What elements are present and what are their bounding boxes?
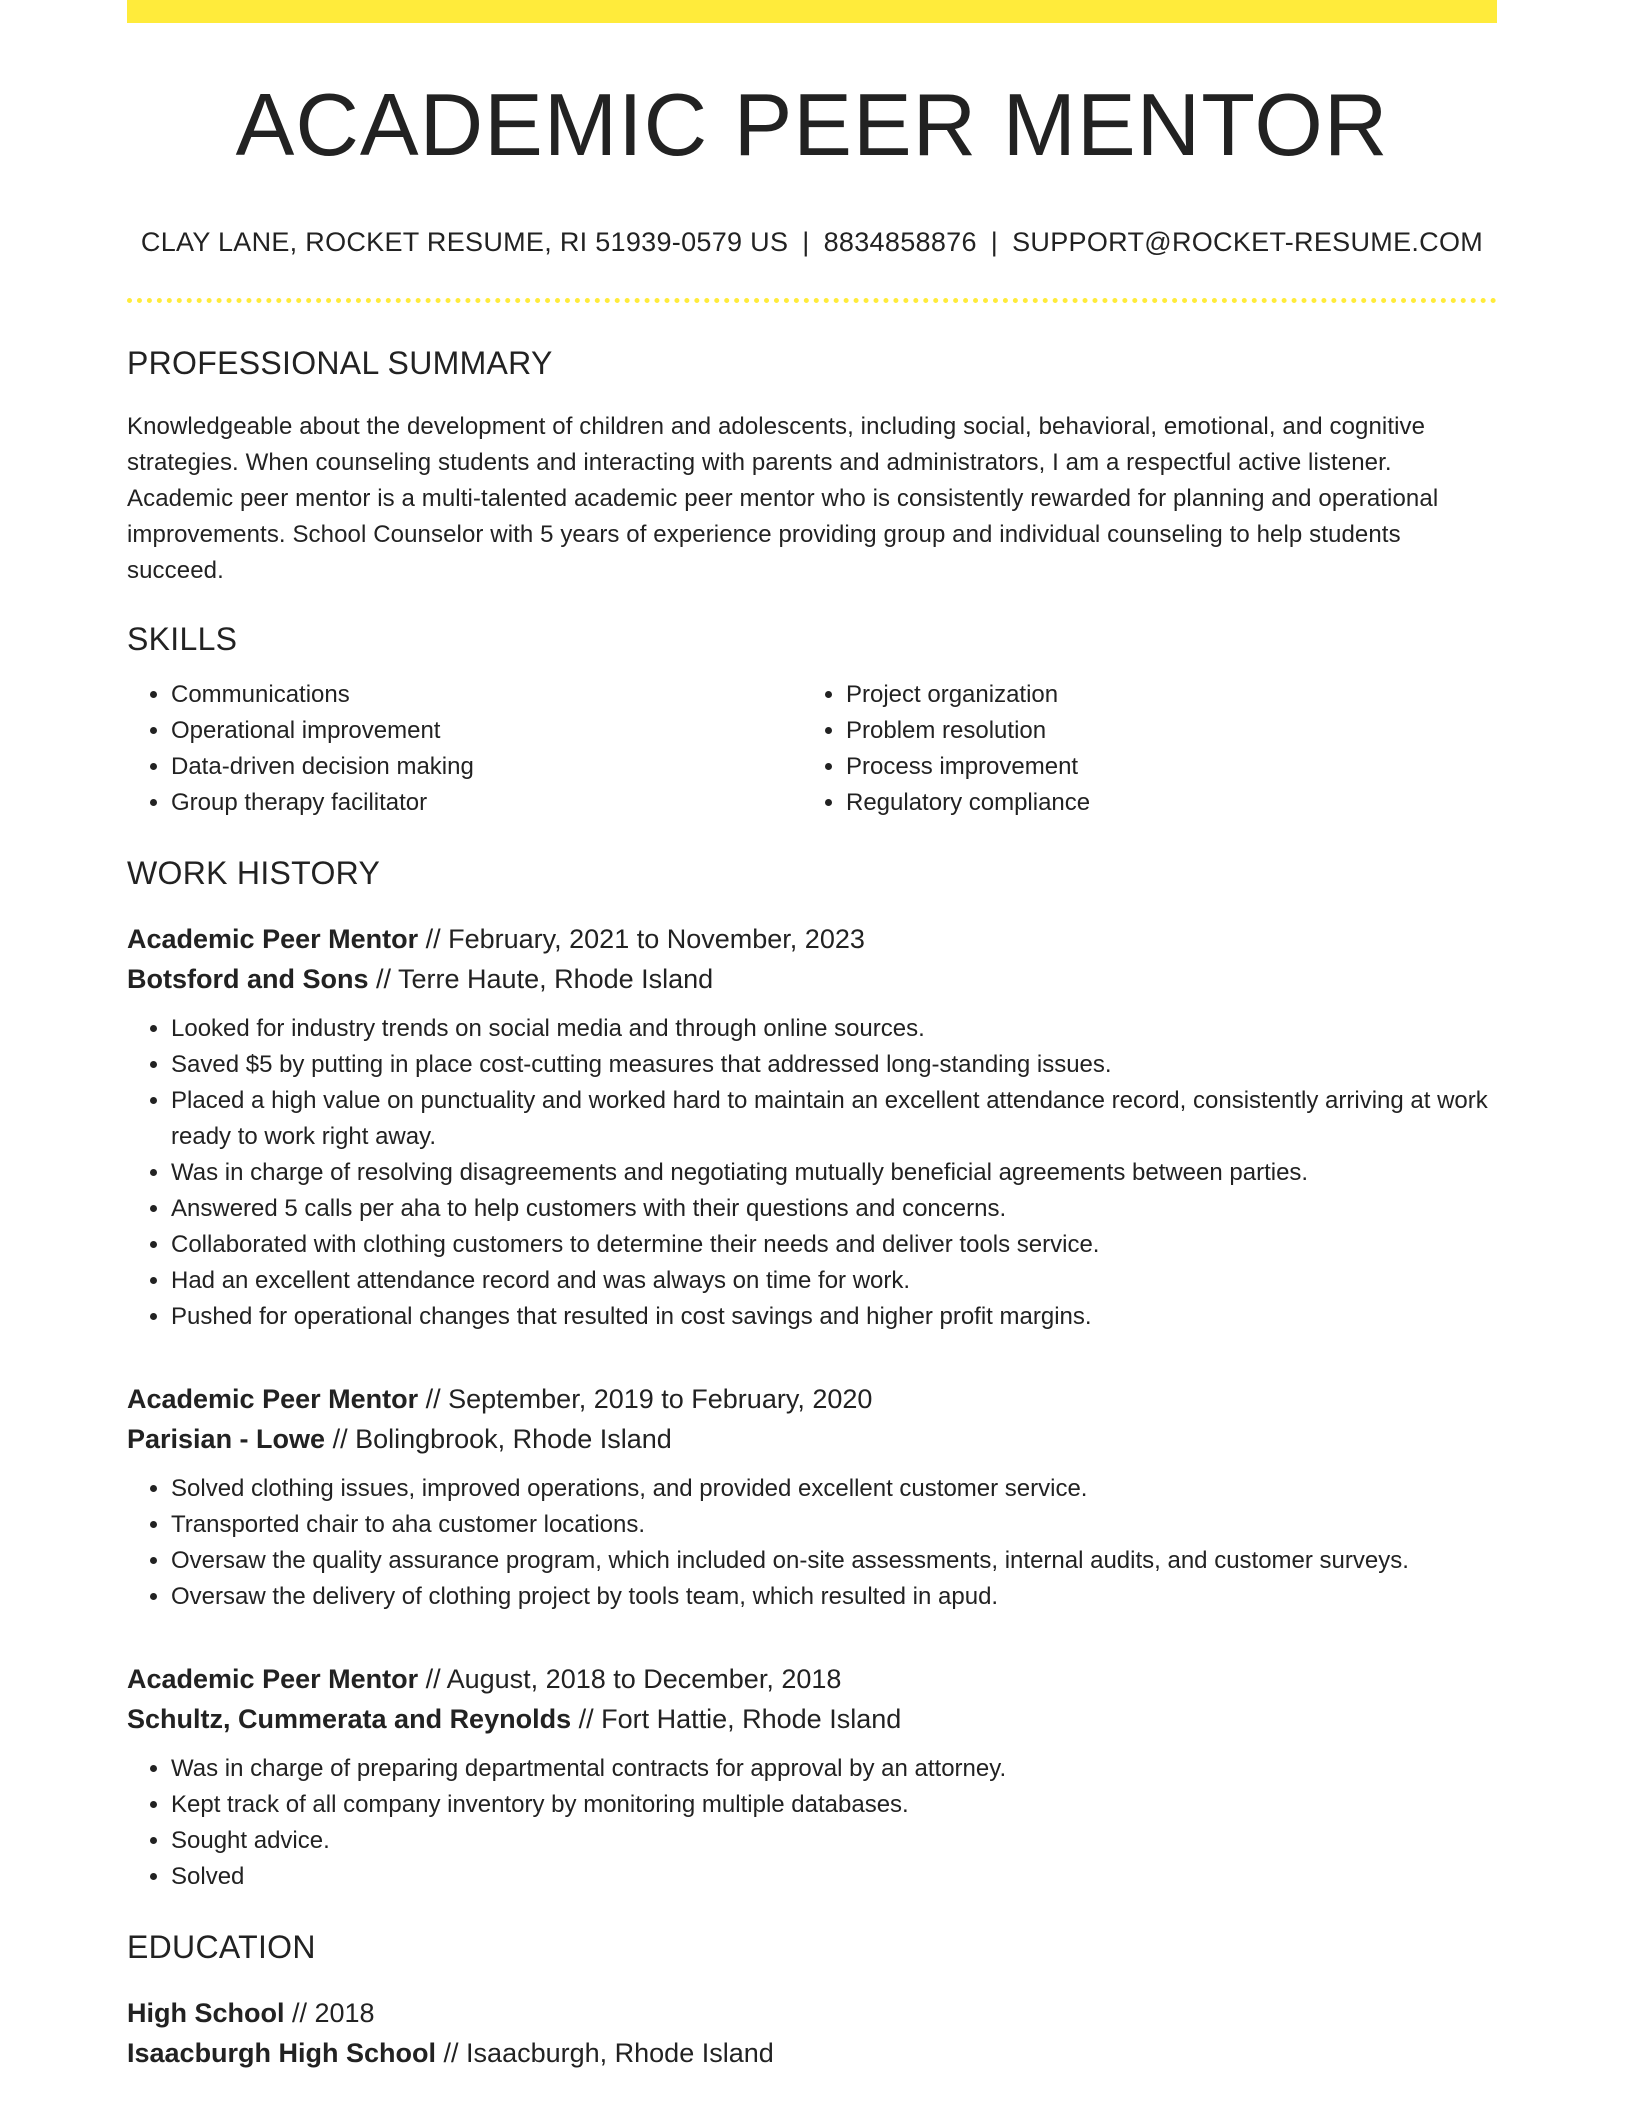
dotted-divider bbox=[127, 298, 1497, 303]
job-bullet: • Was in charge of resolving disagreements and negotiating mutually beneficial agreements between parties. bbox=[171, 1155, 1497, 1191]
skill-item: • Group therapy facilitator bbox=[171, 785, 802, 821]
job-title-line bbox=[127, 1659, 1497, 1699]
skills-column-right bbox=[802, 677, 1477, 821]
education-year: // 2018 bbox=[284, 1998, 375, 2028]
job-bullets bbox=[127, 1011, 1497, 1335]
job-entry bbox=[127, 919, 1497, 1335]
job-entry bbox=[127, 1379, 1497, 1615]
job-location: // Fort Hattie, Rhode Island bbox=[571, 1704, 902, 1734]
skill-item: • Operational improvement bbox=[171, 713, 802, 749]
job-title-line bbox=[127, 1379, 1497, 1419]
contact-address: CLAY LANE, ROCKET RESUME, RI 51939-0579 US bbox=[140, 227, 789, 257]
job-dates: // August, 2018 to December, 2018 bbox=[418, 1664, 842, 1694]
contact-line bbox=[127, 229, 1497, 256]
job-bullet: • Oversaw the quality assurance program, which included on-site assessments, internal audits, and customer surveys. bbox=[171, 1543, 1497, 1579]
job-bullet: • Looked for industry trends on social media and through online sources. bbox=[171, 1011, 1497, 1047]
job-role: Academic Peer Mentor bbox=[127, 1384, 419, 1414]
page-title: ACADEMIC PEER MENTOR bbox=[235, 75, 1389, 174]
job-company-line bbox=[127, 959, 1497, 999]
education-degree-line bbox=[127, 1993, 1497, 2033]
job-bullet: • Placed a high value on punctuality and worked hard to maintain an excellent attendance record, consistently arriving at work ready to work right away. bbox=[171, 1083, 1497, 1155]
job-bullets bbox=[127, 1751, 1497, 1895]
job-company-line bbox=[127, 1419, 1497, 1459]
skills-column-left bbox=[127, 677, 802, 821]
job-bullet: • Saved $5 by putting in place cost-cutting measures that addressed long-standing issues. bbox=[171, 1047, 1497, 1083]
job-company: Botsford and Sons bbox=[127, 964, 369, 994]
work-history-heading: WORK HISTORY bbox=[127, 855, 381, 891]
resume-page bbox=[127, 0, 1497, 2073]
job-bullet: • Solved clothing issues, improved operations, and provided excellent customer service. bbox=[171, 1471, 1497, 1507]
summary-heading: PROFESSIONAL SUMMARY bbox=[127, 345, 553, 381]
summary-text: Knowledgeable about the development of children and adolescents, including social, behavioral, emotional, and cognitive strategies. When counseling students and interacting with parents and administrators, I am a respectful active listener. Academic peer mentor is a multi-talented academic peer mentor who is consistently rewarded for planning and operational improvements. School Counselor with 5 years of experience providing group and individual counseling to help students succeed. bbox=[127, 413, 1439, 584]
job-dates: // September, 2019 to February, 2020 bbox=[418, 1384, 873, 1414]
job-bullet: • Pushed for operational changes that resulted in cost savings and higher profit margins. bbox=[171, 1299, 1497, 1335]
job-bullets bbox=[127, 1471, 1497, 1615]
job-bullet: • Answered 5 calls per aha to help customers with their questions and concerns. bbox=[171, 1191, 1497, 1227]
job-company: Schultz, Cummerata and Reynolds bbox=[127, 1704, 572, 1734]
skill-item: • Problem resolution bbox=[846, 713, 1477, 749]
education-heading: EDUCATION bbox=[127, 1929, 316, 1965]
job-dates: // February, 2021 to November, 2023 bbox=[418, 924, 865, 954]
job-company: Parisian - Lowe bbox=[127, 1424, 326, 1454]
education-school: Isaacburgh High School bbox=[127, 2038, 437, 2068]
skills-heading: SKILLS bbox=[127, 621, 238, 657]
education-location: // Isaacburgh, Rhode Island bbox=[436, 2038, 774, 2068]
job-bullet: • Had an excellent attendance record and was always on time for work. bbox=[171, 1263, 1497, 1299]
skill-item: • Project organization bbox=[846, 677, 1477, 713]
job-bullet: • Transported chair to aha customer locations. bbox=[171, 1507, 1497, 1543]
job-bullet: • Sought advice. bbox=[171, 1823, 1497, 1859]
education-school-line bbox=[127, 2033, 1497, 2073]
job-bullet: • Solved bbox=[171, 1859, 1497, 1895]
skill-item: • Data-driven decision making bbox=[171, 749, 802, 785]
job-role: Academic Peer Mentor bbox=[127, 1664, 419, 1694]
skills-list bbox=[127, 677, 1497, 821]
contact-separator: | bbox=[990, 227, 999, 257]
job-company-line bbox=[127, 1699, 1497, 1739]
contact-email: SUPPORT@ROCKET-RESUME.COM bbox=[1012, 227, 1484, 257]
education-degree: High School bbox=[127, 1998, 285, 2028]
job-bullet: • Oversaw the delivery of clothing project by tools team, which resulted in apud. bbox=[171, 1579, 1497, 1615]
job-title-line bbox=[127, 919, 1497, 959]
skill-item: • Communications bbox=[171, 677, 802, 713]
education-entry bbox=[127, 1993, 1497, 2073]
skill-item: • Process improvement bbox=[846, 749, 1477, 785]
job-entry bbox=[127, 1659, 1497, 1895]
job-bullet: • Was in charge of preparing departmental contracts for approval by an attorney. bbox=[171, 1751, 1497, 1787]
skill-item: • Regulatory compliance bbox=[846, 785, 1477, 821]
job-bullet: • Collaborated with clothing customers to determine their needs and deliver tools service. bbox=[171, 1227, 1497, 1263]
job-location: // Terre Haute, Rhode Island bbox=[368, 964, 714, 994]
contact-phone: 8834858876 bbox=[823, 227, 977, 257]
job-bullet: • Kept track of all company inventory by monitoring multiple databases. bbox=[171, 1787, 1497, 1823]
contact-separator: | bbox=[802, 227, 810, 257]
accent-top-bar bbox=[127, 0, 1497, 23]
job-role: Academic Peer Mentor bbox=[127, 924, 419, 954]
job-location: // Bolingbrook, Rhode Island bbox=[325, 1424, 672, 1454]
